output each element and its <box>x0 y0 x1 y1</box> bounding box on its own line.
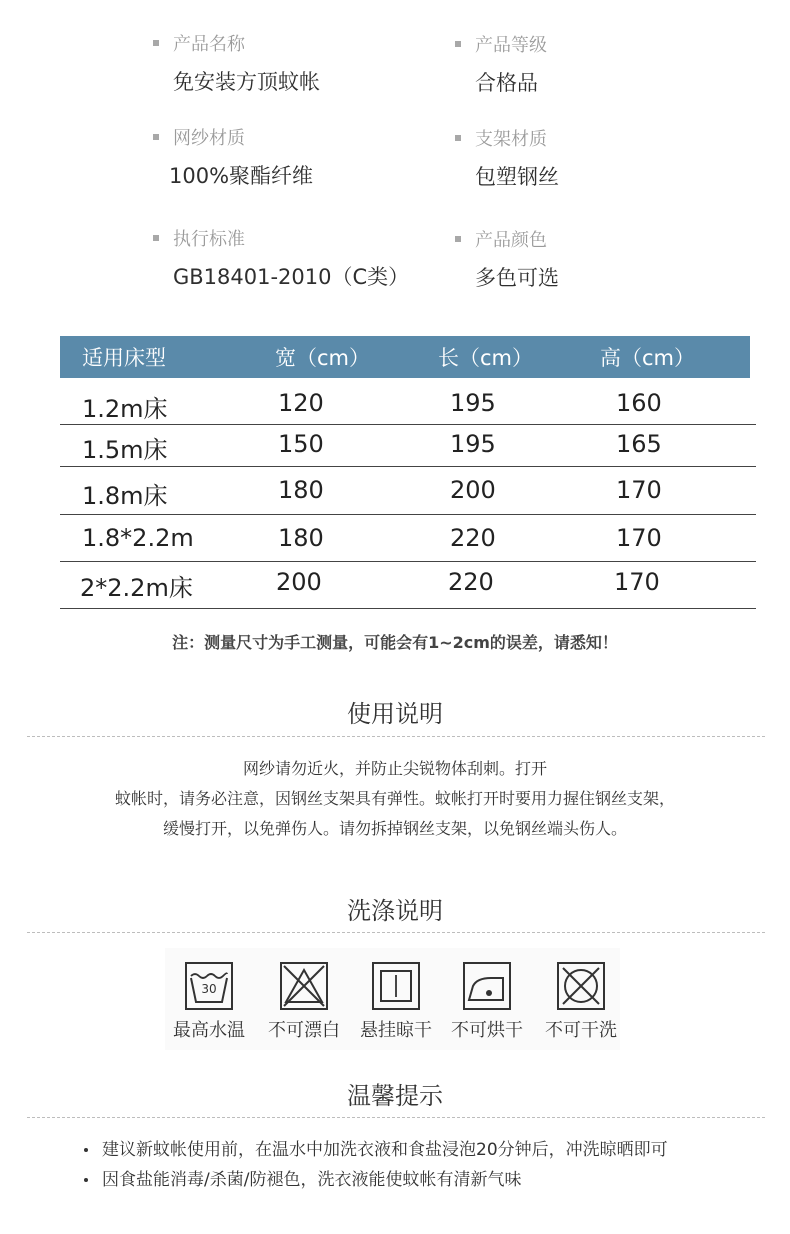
bullet-square-icon <box>455 41 461 47</box>
table-cell: 170 <box>616 524 662 552</box>
table-header <box>60 336 750 378</box>
hang-dry-icon <box>372 962 420 1010</box>
spec-value: 合格品 <box>475 71 538 95</box>
tip-text: 因食盐能消毒/杀菌/防褪色，洗衣液能使蚊帐有清新气味 <box>102 1170 522 1190</box>
wash-temp-text: 30 <box>201 982 217 996</box>
table-cell: 200 <box>450 476 496 504</box>
table-row <box>60 515 756 562</box>
table-cell: 120 <box>278 389 324 417</box>
spec-standard <box>153 225 409 291</box>
spec-mesh-material <box>153 124 313 190</box>
spec-value: GB18401-2010（C类） <box>173 265 410 289</box>
table-cell: 200 <box>276 568 322 596</box>
wash-label: 悬挂晾干 <box>360 1020 432 1041</box>
washing-title: 洗涤说明 <box>347 897 443 925</box>
table-cell: 150 <box>278 430 324 458</box>
table-cell: 195 <box>450 389 496 417</box>
table-cell: 1.5m床 <box>82 436 168 464</box>
bullet-square-icon <box>153 235 159 241</box>
divider <box>27 1117 765 1118</box>
table-cell: 220 <box>448 568 494 596</box>
spec-product-color <box>455 226 559 292</box>
header-height: 高（cm） <box>600 346 696 370</box>
usage-line: 蚊帐时，请务必注意，因钢丝支架具有弹性。蚊帐打开时要用力握住钢丝支架， <box>114 789 675 808</box>
max-temp-30-icon <box>185 962 233 1010</box>
wash-label: 不可烘干 <box>451 1020 523 1041</box>
header-width: 宽（cm） <box>275 346 371 370</box>
spec-frame-material <box>455 125 559 191</box>
table-cell: 170 <box>616 476 662 504</box>
header-length: 长（cm） <box>438 346 534 370</box>
table-cell: 180 <box>278 524 324 552</box>
wash-item-no-dry-clean <box>531 962 631 1042</box>
divider <box>27 736 765 737</box>
wash-label: 不可干洗 <box>545 1020 617 1041</box>
table-row <box>60 562 756 609</box>
wash-label: 最高水温 <box>173 1020 245 1041</box>
spec-value: 包塑钢丝 <box>475 165 559 189</box>
spec-value: 100%聚酯纤维 <box>169 164 314 188</box>
tip-text: 建议新蚊帐使用前，在温水中加洗衣液和食盐浸泡20分钟后，冲洗晾晒即可 <box>102 1140 668 1160</box>
table-row <box>60 425 756 467</box>
table-cell: 220 <box>450 524 496 552</box>
bullet-square-icon <box>455 236 461 242</box>
wash-item-no-bleach <box>254 962 354 1042</box>
bullet-square-icon <box>455 135 461 141</box>
table-cell: 1.8*2.2m <box>82 524 194 552</box>
spec-value: 多色可选 <box>475 266 559 290</box>
table-cell: 165 <box>616 430 662 458</box>
size-table <box>60 336 756 609</box>
spec-product-grade <box>455 31 547 97</box>
spec-label: 网纱材质 <box>173 128 245 149</box>
no-bleach-icon <box>280 962 328 1010</box>
wash-label: 不可漂白 <box>268 1020 340 1041</box>
bullet-dot-icon <box>84 1178 88 1182</box>
tip-item <box>84 1135 668 1160</box>
table-cell: 1.8m床 <box>82 482 168 510</box>
table-cell: 170 <box>614 568 660 596</box>
table-row <box>60 378 756 425</box>
tips-title: 温馨提示 <box>347 1082 443 1110</box>
spec-product-name <box>153 30 320 96</box>
spec-label: 产品颜色 <box>475 230 547 251</box>
table-cell: 1.2m床 <box>82 395 168 423</box>
bullet-square-icon <box>153 134 159 140</box>
measurement-note: 注：测量尺寸为手工测量，可能会有1~2cm的误差，请悉知！ <box>172 633 618 652</box>
iron-icon <box>463 962 511 1010</box>
spec-label: 产品名称 <box>173 34 245 55</box>
tip-item <box>84 1165 521 1190</box>
usage-line: 缓慢打开，以免弹伤人。请勿拆掉钢丝支架，以免钢丝端头伤人。 <box>162 819 627 838</box>
table-cell: 160 <box>616 389 662 417</box>
spec-label: 产品等级 <box>475 35 547 56</box>
spec-label: 执行标准 <box>173 229 245 250</box>
header-bed-type: 适用床型 <box>82 346 166 370</box>
usage-text <box>0 754 790 844</box>
wash-item-max-temp <box>159 962 259 1042</box>
wash-item-no-tumble-dry <box>437 962 537 1042</box>
table-row <box>60 467 756 515</box>
table-cell: 180 <box>278 476 324 504</box>
table-cell: 195 <box>450 430 496 458</box>
table-cell: 2*2.2m床 <box>80 574 193 602</box>
bullet-dot-icon <box>84 1148 88 1152</box>
no-dry-clean-icon <box>557 962 605 1010</box>
wash-item-hang-dry <box>346 962 446 1042</box>
spec-label: 支架材质 <box>475 129 547 150</box>
usage-title: 使用说明 <box>347 700 443 728</box>
spec-value: 免安装方顶蚊帐 <box>173 70 320 94</box>
bullet-square-icon <box>153 40 159 46</box>
divider <box>27 932 765 933</box>
usage-line: 网纱请勿近火，并防止尖锐物体刮刺。打开 <box>242 759 547 778</box>
